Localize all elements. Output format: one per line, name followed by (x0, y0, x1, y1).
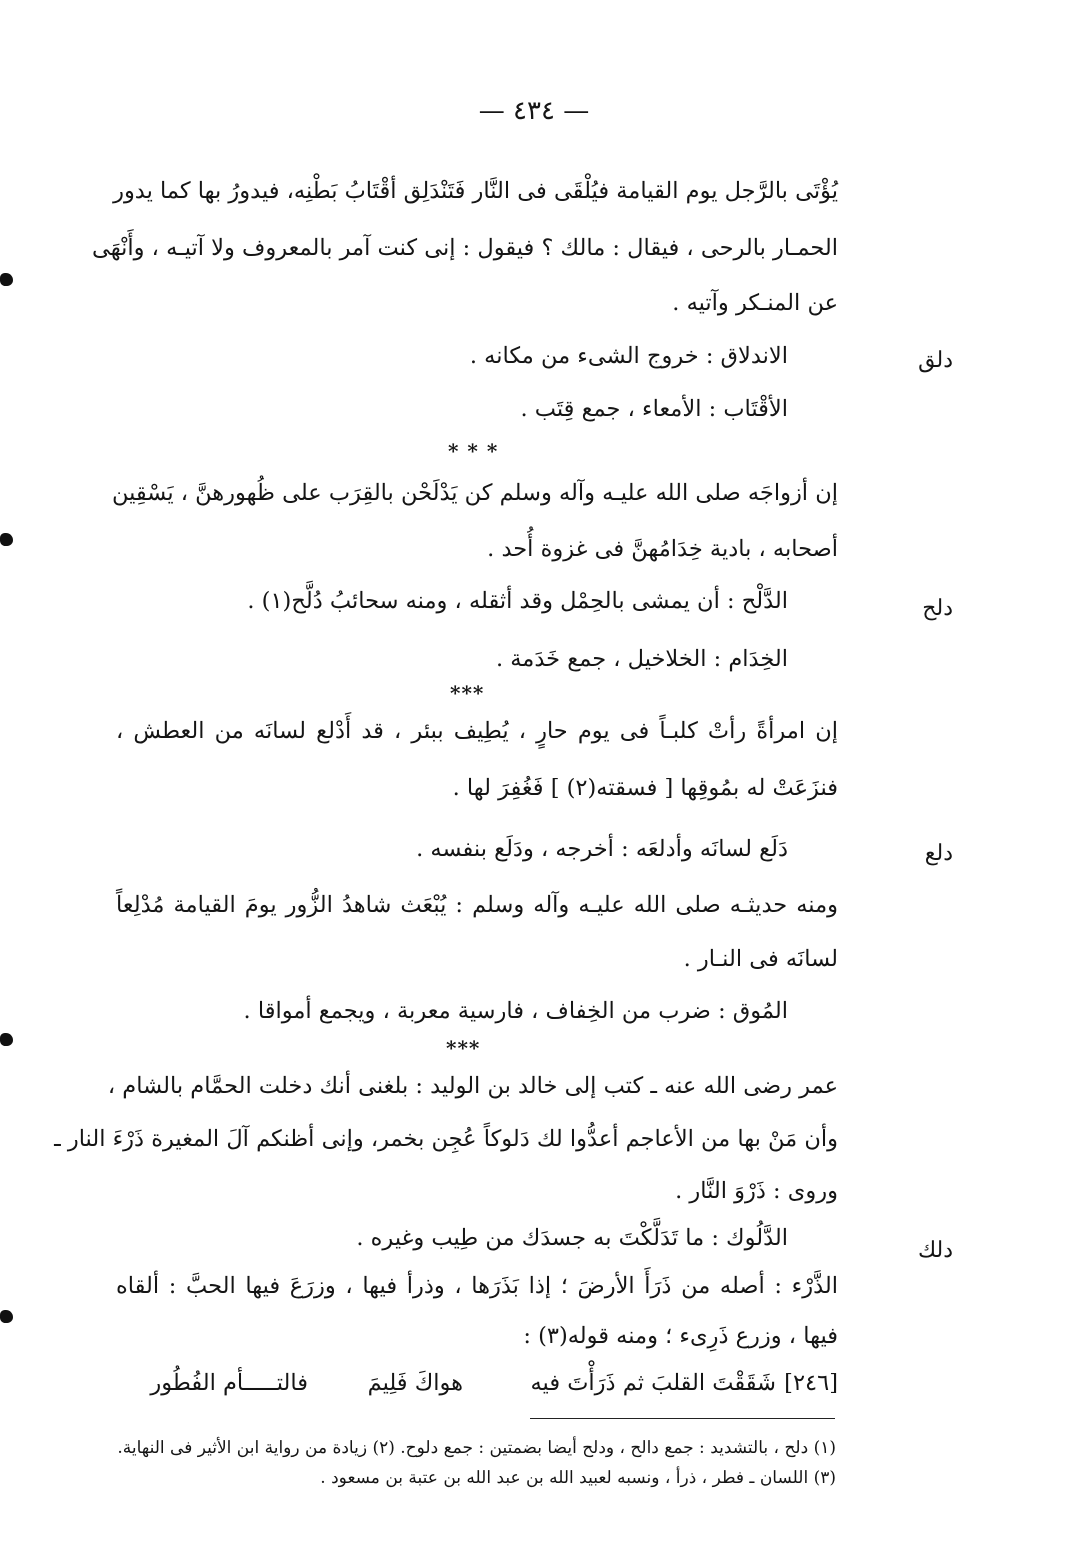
definition-line: الاندلاق : خروج الشىء من مكانه . (469, 343, 788, 369)
definition-line: الدَّلْح : أن يمشى بالحِمْل وقد أثقله ، ومنه سحائبُ دُلَّح(١) . (247, 588, 788, 614)
root-word-margin: دلع (924, 841, 953, 866)
binding-mark (0, 1310, 13, 1323)
text-line: وروى : ذَرْوَ النَّار . (675, 1178, 838, 1204)
text-line: إن امرأةً رأتْ كلبـاً فى يوم حارٍ ، يُطِيف ببئر ، قد أَدْلع لسانَه من العطش ، (116, 718, 838, 744)
text-line: يُؤْتَى بالرَّجل يوم القيامة فيُلْقَى فى النَّار فَتَنْدَلِق أقْتَابُ بَطْنِه، فيدورُ بها كما يدور (113, 178, 838, 204)
text-line: فيها ، وزرع ذَرِىء ؛ ومنه قوله(٣) : (523, 1323, 838, 1349)
definition-line: الدَّلُوك : ما تَدَلَّكْتَ به جسدَك من طِيب وغيره . (356, 1225, 788, 1251)
page-number: — ٤٣٤ — (478, 96, 590, 126)
section-separator: *** (450, 681, 485, 705)
footnote-divider (530, 1418, 835, 1419)
poetry-verse (120, 1372, 838, 1404)
root-word-margin: دلح (922, 596, 953, 621)
binding-mark (0, 1033, 13, 1046)
section-separator: *** (446, 1036, 481, 1060)
root-word-margin: دلك (917, 1238, 953, 1263)
section-separator: * * * (448, 439, 499, 463)
text-line: فنزَعَتْ له بمُوقِها [ فسقته(٢) ] فَغُفِرَ لها . (452, 775, 838, 801)
text-line: عمر رضى الله عنه ـ كتب إلى خالد بن الوليد : بلغنى أنك دخلت الحمَّام بالشام ، (107, 1073, 838, 1099)
verse-hemistich-second-a: هواكَ فَلِيمَ (367, 1370, 463, 1396)
text-line: الذَّرْء : أصله من ذَرَأَ الأرضَ ؛ إذا بَذَرَها ، وذرأ فيها ، وزرَعَ فيها الحبَّ : ألقاه (116, 1273, 838, 1299)
definition-line: دَلَع لسانَه وأدلعَه : أخرجه ، ودَلَع بنفسه . (416, 836, 788, 862)
text-line: عن المنـكر وآتيه . (672, 290, 838, 316)
verse-hemistich-first: شَقَقْتَ القلبَ ثم ذَرَأْتَ فيه (530, 1370, 776, 1396)
binding-mark (0, 273, 13, 286)
definition-line: الخِدَام : الخلاخيل ، جمع خَدَمة . (495, 646, 788, 672)
text-line: ومنه حديثـه صلى الله عليـه وآله وسلم : يُبْعَث شاهدُ الزُّور يومَ القيامة مُدْلِعاً (116, 892, 838, 918)
text-line: وأن مَنْ بها من الأعاجم أعدُّوا لك دَلوكاً عُجِن بخمر، وإنى أظنكم آلَ المغيرة ذَرْءَ النار ـ (54, 1126, 838, 1152)
footnote-line: (٣) اللسان ـ فطر ، ذرأ ، ونسبه لعبيد الله بن عبد الله بن عتبة بن مسعود . (320, 1468, 836, 1488)
definition-line: المُوق : ضرب من الخِفاف ، فارسية معربة ، ويجمع أمواقا . (243, 998, 788, 1024)
definition-line: الأقْتَاب : الأمعاء ، جمع قِتَب . (520, 396, 788, 422)
verse-number: [٢٤٦] (784, 1370, 838, 1396)
footnote-line: (١) دلح ، بالتشديد : جمع دالح ، ودلح أيضا بضمتين : جمع دلوح. (٢) زيادة من رواية ابن الأثير فى النهاية. (117, 1438, 836, 1458)
text-line: لسانَه فى النـار . (683, 946, 838, 972)
verse-hemistich-second-b: فالتـــــأم الفُطُور (150, 1370, 308, 1396)
text-line: الحمـار بالرحى ، فيقال : مالك ؟ فيقول : إنى كنت آمر بالمعروف ولا آتيـه ، وأَنْهَى (92, 235, 838, 261)
root-word-margin: دلق (918, 348, 953, 373)
text-line: إن أزواجَه صلى الله عليـه وآله وسلم كن يَدْلَحْن بالقِرَب على ظُهورهنَّ ، يَسْقِين (111, 480, 838, 506)
text-line: أصحابه ، بادية خِدَامُهنَّ فى غزوة أُحد . (487, 536, 838, 562)
binding-mark (0, 533, 13, 546)
